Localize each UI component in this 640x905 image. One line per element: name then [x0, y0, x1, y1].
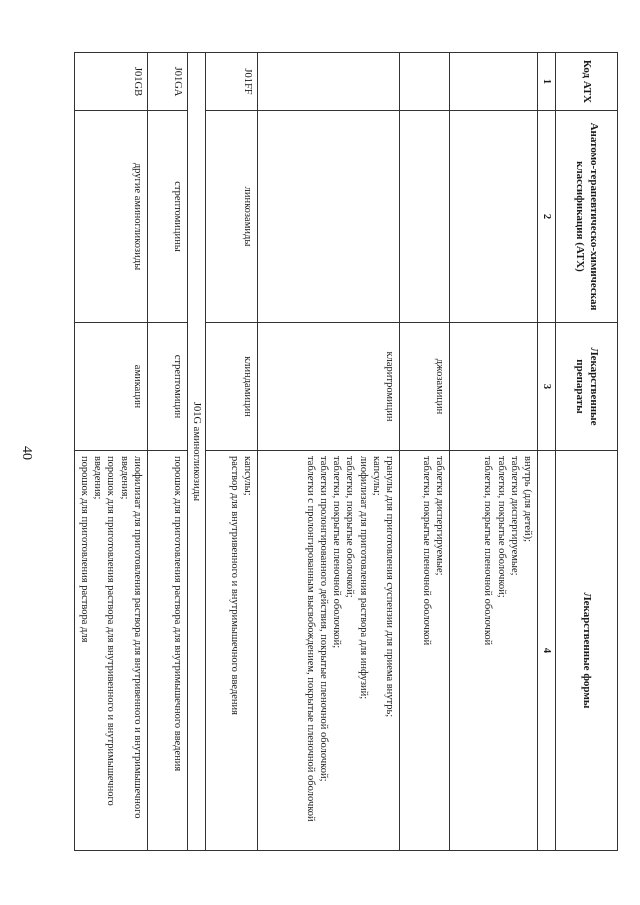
dosage-forms — [205, 451, 257, 851]
dosage-forms — [257, 451, 399, 851]
column-number-row — [537, 53, 555, 851]
dosage-form: гранулы для приготовления суспензии для приема внутрь; — [383, 456, 395, 718]
atx-code — [449, 53, 537, 111]
atx-class — [257, 111, 399, 323]
dosage-form: таблетки пролонгированного действия, покрытые пленочной оболочкой; — [318, 456, 330, 782]
dosage-form: порошок для приготовления раствора для — [79, 456, 91, 643]
column-number: 1 — [537, 53, 555, 111]
table-row — [399, 53, 449, 851]
table-row — [147, 53, 187, 851]
drug-name: амикацин — [75, 323, 148, 451]
dosage-form: порошок для приготовления раствора для внутримышечного введения — [171, 456, 183, 772]
atx-code: J01FF — [205, 53, 257, 111]
drug-name: кларитромицин — [257, 323, 399, 451]
dosage-form: капсулы; — [370, 456, 382, 496]
dosage-form: лиофилизат для приготовления раствора для инфузий; — [357, 456, 369, 700]
header-atx: Анатомо-терапевтическо-химическая классификация (АТХ) — [556, 111, 618, 323]
drug-name: стрептомицин — [147, 323, 187, 451]
atx-class — [449, 111, 537, 323]
dosage-form: таблетки, покрытые оболочкой; — [344, 456, 356, 598]
header-drugs: Лекарственные препараты — [556, 323, 618, 451]
group-title: J01G аминогликозиды — [187, 53, 205, 851]
dosage-form: капсулы; — [241, 456, 253, 496]
atx-code — [257, 53, 399, 111]
atx-code: J01GB — [75, 53, 148, 111]
table-row — [205, 53, 257, 851]
table-row — [257, 53, 399, 851]
dosage-form: таблетки, покрытые пленочной оболочкой — [420, 456, 432, 646]
dosage-forms — [75, 451, 148, 851]
group-header-row — [187, 53, 205, 851]
header-row — [556, 53, 618, 851]
drug-name — [449, 323, 537, 451]
header-forms: Лекарственные формы — [556, 451, 618, 851]
header-code: Код АТХ — [556, 53, 618, 111]
table-row — [449, 53, 537, 851]
dosage-form: внутрь (для детей); — [521, 456, 533, 543]
dosage-form: порошок для приготовления раствора для внутривенного и внутримышечного введения; — [92, 456, 117, 806]
atx-code: J01GA — [147, 53, 187, 111]
dosage-form: таблетки с пролонгированным высвобождением, покрытые пленочной оболочкой — [305, 456, 317, 822]
dosage-form: таблетки диспергируемые; — [433, 456, 445, 576]
dosage-form: лиофилизат для приготовления раствора для внутривенного и внутримышечного введения; — [118, 456, 143, 819]
atx-class: стрептомицины — [147, 111, 187, 323]
dosage-forms — [449, 451, 537, 851]
dosage-forms — [147, 451, 187, 851]
page-number: 40 — [19, 446, 34, 460]
dosage-form: таблетки, покрытые пленочной оболочкой; — [331, 456, 343, 649]
dosage-form: раствор для внутривенного и внутримышечного введения — [228, 456, 240, 715]
atx-code — [399, 53, 449, 111]
atx-table — [74, 52, 618, 851]
column-number: 2 — [537, 111, 555, 323]
column-number: 3 — [537, 323, 555, 451]
drug-name: джозамицин — [399, 323, 449, 451]
atx-class — [399, 111, 449, 323]
table-row — [75, 53, 148, 851]
dosage-forms — [399, 451, 449, 851]
atx-class: другие аминогликозиды — [75, 111, 148, 323]
rotated-table-wrapper — [68, 52, 618, 850]
dosage-form: таблетки, покрытые пленочной оболочкой — [482, 456, 494, 646]
drug-name: клиндамицин — [205, 323, 257, 451]
dosage-form: таблетки, покрытые оболочкой; — [495, 456, 507, 598]
atx-class: линкозамиды — [205, 111, 257, 323]
column-number: 4 — [537, 451, 555, 851]
dosage-form: таблетки диспергируемые; — [508, 456, 520, 576]
